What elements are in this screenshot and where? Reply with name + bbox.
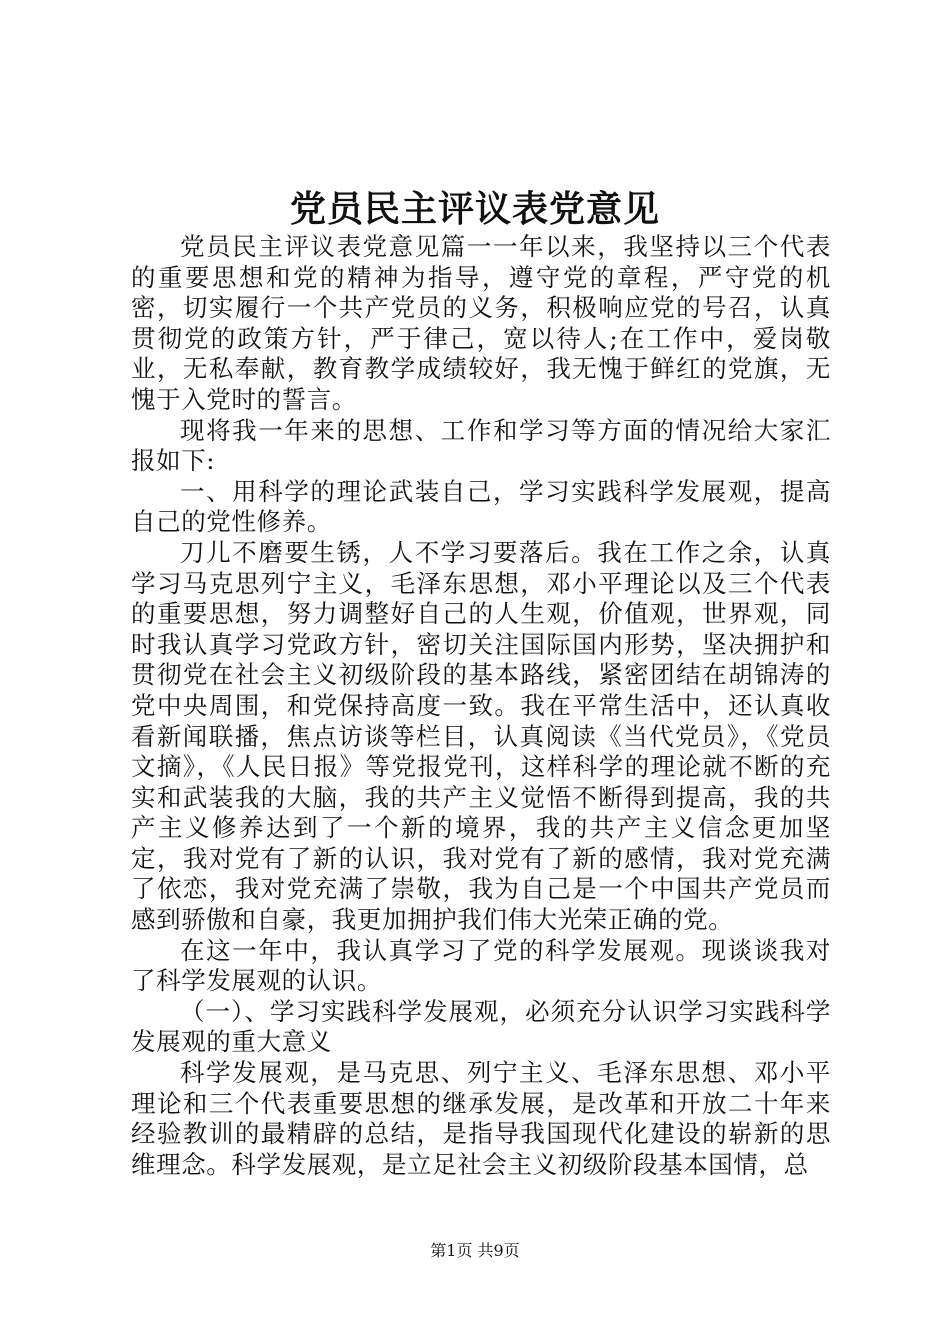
section-heading-1: 一、用科学的理论武装自己，学习实践科学发展观，提高自己的党性修养。 bbox=[131, 476, 831, 537]
paragraph-report-intro: 现将我一年来的思想、工作和学习等方面的情况给大家汇报如下: bbox=[131, 415, 831, 476]
document-body bbox=[131, 232, 831, 1180]
paragraph-study: 刀儿不磨要生锈，人不学习要落后。我在工作之余，认真学习马克思列宁主义，毛泽东思想，邓小平理论以及三个代表的重要思想，努力调整好自己的人生观，价值观，世界观，同时我认真学习党政方针，密切关注国际国内形势，坚决拥护和贯彻党在社会主义初级阶段的基本路线，紧密团结在胡锦涛的党中央周围，和党保持高度一致。我在平常生活中，还认真收看新闻联播，焦点访谈等栏目，认真阅读《当代党员》，《党员文摘》，《人民日报》等党报党刊，这样科学的理论就不断的充实和武装我的大脑，我的共产主义觉悟不断得到提高，我的共产主义修养达到了一个新的境界，我的共产主义信念更加坚定，我对党有了新的认识，我对党有了新的感情，我对党充满了依恋，我对党充满了崇敬，我为自己是一个中国共产党员而感到骄傲和自豪，我更加拥护我们伟大光荣正确的党。 bbox=[131, 537, 831, 935]
paragraph-year-summary: 在这一年中，我认真学习了党的科学发展观。现谈谈我对了科学发展观的认识。 bbox=[131, 935, 831, 996]
page-number-footer: 第1页 共9页 bbox=[430, 1241, 520, 1260]
paragraph-scientific-development: 科学发展观，是马克思、列宁主义、毛泽东思想、邓小平理论和三个代表重要思想的继承发展，是改革和开放二十年来经验教训的最精辟的总结，是指导我国现代化建设的崭新的思维理念。科学发展观，是立足社会主义初级阶段基本国情，总 bbox=[131, 1058, 831, 1179]
subsection-heading-1: （一）、学习实践科学发展观，必须充分认识学习实践科学发展观的重大意义 bbox=[131, 996, 831, 1057]
page-title: 党员民主评议表党意见 bbox=[289, 188, 660, 230]
paragraph-intro: 党员民主评议表党意见篇一一年以来，我坚持以三个代表的重要思想和党的精神为指导，遵守党的章程，严守党的机密，切实履行一个共产党员的义务，积极响应党的号召，认真贯彻党的政策方针，严于律己，宽以待人;在工作中，爱岗敬业，无私奉献，教育教学成绩较好，我无愧于鲜红的党旗，无愧于入党时的誓言。 bbox=[131, 232, 831, 414]
